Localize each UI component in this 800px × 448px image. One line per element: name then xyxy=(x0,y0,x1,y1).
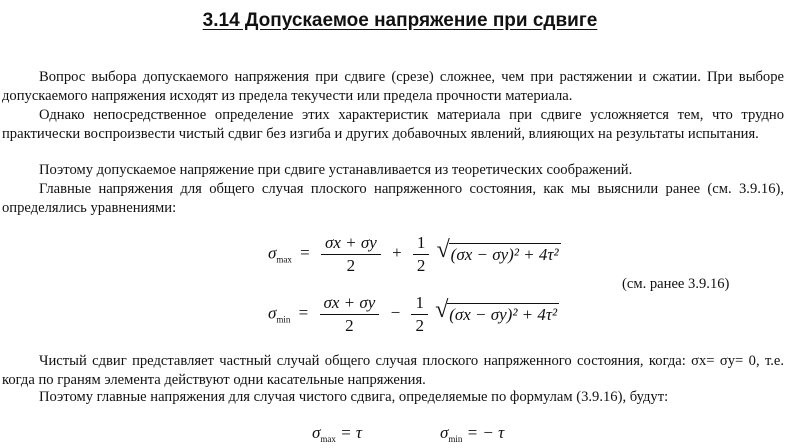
radicand: (σx − σy)² + 4τ² xyxy=(450,245,559,264)
half-numerator: 1 xyxy=(411,292,428,315)
half-denominator: 2 xyxy=(416,256,426,275)
max-subscript: max xyxy=(276,254,292,265)
fraction-numerator: σx + σy xyxy=(321,232,381,255)
pure-min-value: = − τ xyxy=(466,423,505,442)
fraction-half xyxy=(411,292,428,337)
min-subscript: min xyxy=(276,314,291,325)
section-title: 3.14 Допускаемое напряжение при сдвиге xyxy=(202,10,598,31)
pure-max-value: = τ xyxy=(340,423,362,442)
square-root: √ (σx − σy)² + 4τ² xyxy=(436,237,559,264)
fraction-denominator: 2 xyxy=(345,316,354,335)
fraction-denominator: 2 xyxy=(346,256,356,275)
formula-sigma-max: $\sigma_{max}$ = $\frac{\sigma x + \sigma y}{2}$ + $\frac{1}{2}$ √ (σx − σy)² + 4τ² xyxy=(268,233,559,275)
paragraph-1: Вопрос выбора допускаемого напряжения при сдвиге (срезе) сложнее, чем при растяжении и сжатии. При выборе допускаемого напряжения исходят из предела текучести или предела прочности материала. xyxy=(2,69,784,104)
paragraph-2: Однако непосредственное определение этих характеристик материала при сдвиге усложняется тем, что трудно практически воспроизвести чистый сдвиг без изгиба и других добавочных явлений, влияющих на результаты испытания. xyxy=(2,107,784,142)
sigma-symbol: σ xyxy=(440,423,449,442)
sigma-symbol: σ xyxy=(268,243,277,263)
half-denominator: 2 xyxy=(415,316,424,335)
half-numerator: 1 xyxy=(413,232,430,255)
square-root: √ (σx − σy)² + 4τ² xyxy=(435,297,558,324)
fraction-numerator: σx + σy xyxy=(320,292,380,315)
sigma-symbol: σ xyxy=(312,423,321,442)
radicand: (σx − σy)² + 4τ² xyxy=(449,305,558,324)
fraction-sum xyxy=(321,232,381,277)
min-subscript: min xyxy=(448,434,463,444)
sigma-symbol: σ xyxy=(268,303,277,323)
formula-pure-shear-min xyxy=(440,423,504,444)
paragraph-3: Поэтому допускаемое напряжение при сдвиге устанавливается из теоретических соображений. xyxy=(39,162,633,178)
paragraph-6: Поэтому главные напряжения для случая чистого сдвига, определяемые по формулам (3.9.16), будут: xyxy=(39,389,669,405)
formula-pure-shear-max xyxy=(312,423,362,444)
fraction-sum xyxy=(320,292,380,337)
paragraph-4: Главные напряжения для общего случая плоского напряженного состояния, как мы выяснили ранее (см. 3.9.16), определялись уравнениями: xyxy=(2,181,784,216)
paragraph-5: Чистый сдвиг представляет частный случай общего случая плоского напряженного состояния, когда: σx= σy= 0, т.е. когда по граням элемента действуют одни касательные напряжения. xyxy=(2,353,784,388)
formula-reference: (см. ранее 3.9.16) xyxy=(622,276,730,292)
formula-sigma-min: $\sigma_{min}$ = $\frac{\sigma x + \sigma y}{2}$ − $\frac{1}{2}$ √ (σx − σy)² + 4τ² xyxy=(268,293,558,335)
fraction-half xyxy=(413,232,430,277)
max-subscript: max xyxy=(320,434,336,444)
